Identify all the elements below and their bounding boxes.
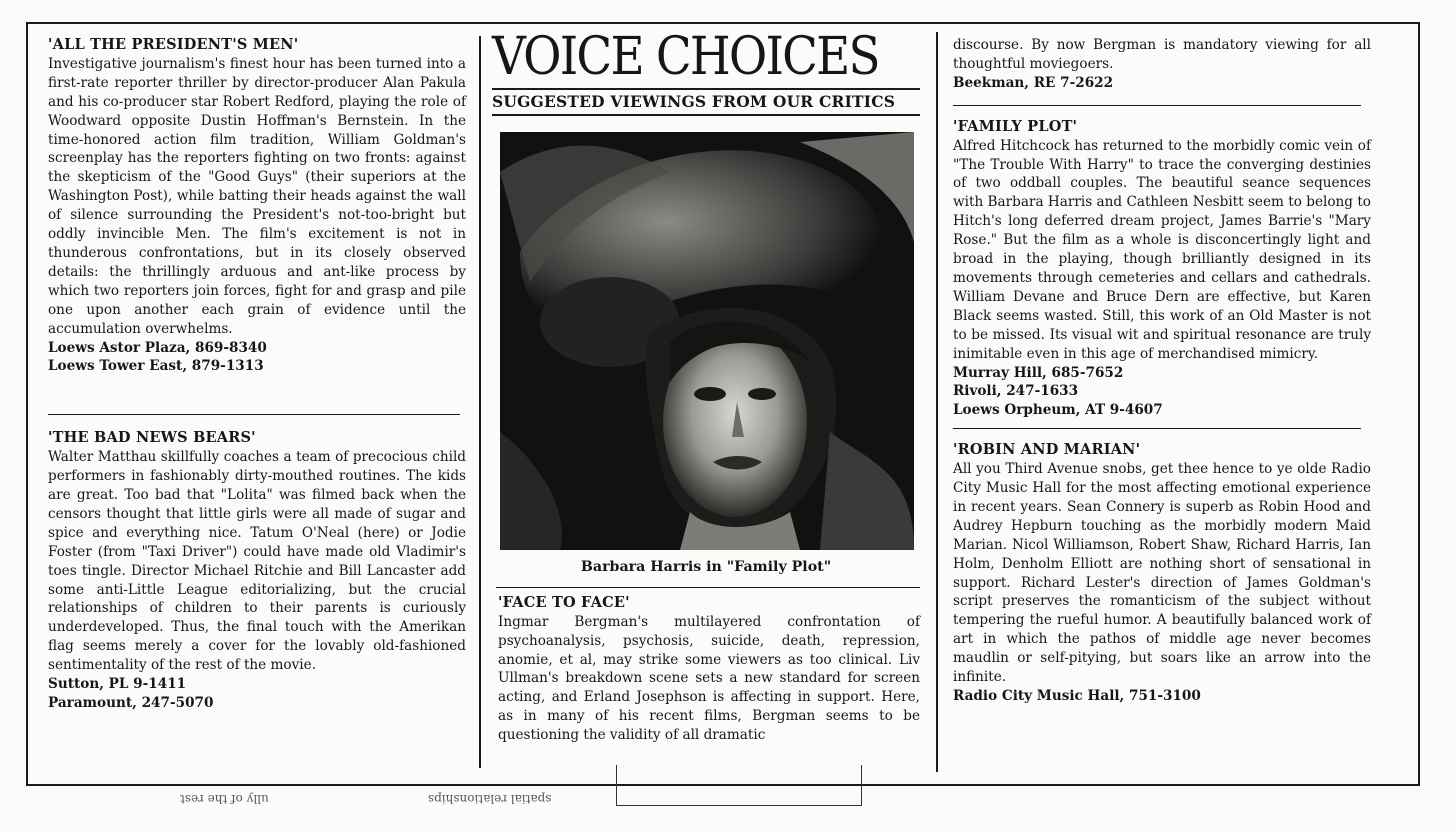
review-all-the-presidents-men	[48, 36, 466, 376]
left-column	[48, 36, 466, 713]
review-the-bad-news-bears	[48, 429, 466, 713]
venue-listing: Loews Astor Plaza, 869-8340	[48, 339, 267, 356]
venue-listing: Sutton, PL 9-1411	[48, 676, 187, 693]
venue-listing: Loews Tower East, 879-1313	[48, 358, 264, 375]
review-family-plot	[953, 118, 1371, 421]
masthead-subtitle: SUGGESTED VIEWINGS FROM OUR CRITICS	[492, 88, 920, 116]
review-body: Alfred Hitchcock has returned to the morbidly comic vein of "The Trouble With Harry" to trace the converging destinies of two oddball couples. The beautiful seance sequences with Barbara Harris and Cathleen Nesbitt seem to belong to Hitch's long deferred dream project, James Barrie's "Mary Rose." But the film as a whole is disconcertingly light and broad in the playing, though brilliantly designed in its movements through cemeteries and cellars and cathedrals. William Devane and Bruce Dern are effective, but Karen Black seems wasted. Still, this work of an Old Master is not to be missed. Its visual wit and spiritual resonance are truly inimitable even in this age of merchandised mimicry.	[953, 137, 1371, 362]
column-divider-left	[479, 36, 481, 768]
venue-listing: Loews Orpheum, AT 9-4607	[953, 402, 1163, 419]
review-title: 'ROBIN AND MARIAN'	[953, 441, 1141, 459]
review-title: 'ALL THE PRESIDENT'S MEN'	[48, 36, 299, 53]
review-body-continued: discourse. By now Bergman is mandatory viewing for all thoughtful moviegoers.	[953, 37, 1371, 72]
scan-artifact-box	[616, 765, 862, 806]
section-rule	[48, 414, 460, 415]
right-column	[953, 36, 1371, 706]
review-continuation	[953, 36, 1371, 93]
venue-listing: Rivoli, 247-1633	[953, 383, 1079, 400]
photo-caption: Barbara Harris in "Family Plot"	[580, 558, 832, 575]
review-title: 'THE BAD NEWS BEARS'	[48, 429, 256, 447]
venue-listing: Radio City Music Hall, 751-3100	[953, 688, 1201, 704]
portrait-image	[500, 132, 914, 550]
bleed-through-text: ully of the rest	[180, 792, 269, 806]
review-face-to-face	[492, 594, 920, 745]
review-body: Investigative journalism's finest hour has been turned into a first-rate reporter thriller by director-producer Alan Pakula and his co-producer star Robert Redford, playing the role of Woodward opposite Dustin Hoffman's Bernstein. In the time-honored action film tradition, William Goldman's screenplay has the reporters fighting on two fronts: against the skepticism of the "Good Guys" (their superiors at the Washington Post), while batting their heads against the wall of silence surrounding the President's not-too-bright but oddly invincible Men. The film's excitement is not in thunderous confrontations, but in its closely observed details: the thrillingly arduous and ant-like process by which two reporters join forces, fight for and grasp and pile one upon another each grain of evidence until the accumulation overwhelms.	[48, 55, 466, 337]
section-rule	[953, 428, 1361, 429]
review-title: 'FAMILY PLOT'	[953, 117, 1078, 135]
photo-barbara-harris	[500, 132, 914, 550]
review-body: Ingmar Bergman's multilayered confrontation of psychoanalysis, psychosis, suicide, death, repression, anomie, et al, may strike some viewers as too clinical. Liv Ullman's breakdown scene sets a new standard for screen acting, and Erland Josephson is affecting in support. Here, as in many of his recent films, Bergman seems to be questioning the validity of all dramatic	[498, 613, 920, 744]
center-column	[492, 27, 920, 745]
review-title: 'FACE TO FACE'	[498, 593, 630, 611]
review-robin-and-marian	[953, 441, 1371, 706]
section-rule	[496, 587, 920, 588]
review-body: All you Third Avenue snobs, get thee hence to ye olde Radio City Music Hall for the most affecting emotional experience in recent years. Sean Connery is superb as Robin Hood and Audrey Hepburn touching as the morbidly modern Maid Marian. Nicol Williamson, Robert Shaw, Richard Harris, Ian Holm, Denholm Elliott are nothing short of sensational in support. Richard Lester's direction of James Goldman's script preserves the romanticism of the subject without tempering the rueful humor. A beautifully balanced work of art in which the pathos of middle age never becomes maudlin or self-pitying, but soars like an arrow into the infinite.	[953, 461, 1371, 686]
masthead-title: VOICE CHOICES	[492, 27, 879, 87]
venue-listing: Murray Hill, 685-7652	[953, 364, 1124, 381]
venue-listing: Paramount, 247-5070	[48, 695, 214, 711]
bleed-through-text: spatial relationships	[428, 792, 552, 806]
venue-listing: Beekman, RE 7-2622	[953, 74, 1114, 91]
review-body: Walter Matthau skillfully coaches a team of precocious child performers in fashionably dirty-mouthed routines. The kids are great. Too bad that "Lolita" was filmed back when the censors thought that little girls were all made of sugar and spice and everything nice. Tatum O'Neal (here) or Jodie Foster (from "Taxi Driver") could have made old Vladimir's toes tingle. Director Michael Ritchie and Bill Lancaster add some anti-Little League editorializing, but the crucial relationships of children to their parents is curiously underdeveloped. Thus, the final touch with the Amerikan flag seems merely a cover for the lovably old-fashioned sentimentality of the rest of the movie.	[48, 449, 466, 674]
section-rule	[953, 105, 1361, 106]
column-divider-right	[936, 32, 938, 772]
